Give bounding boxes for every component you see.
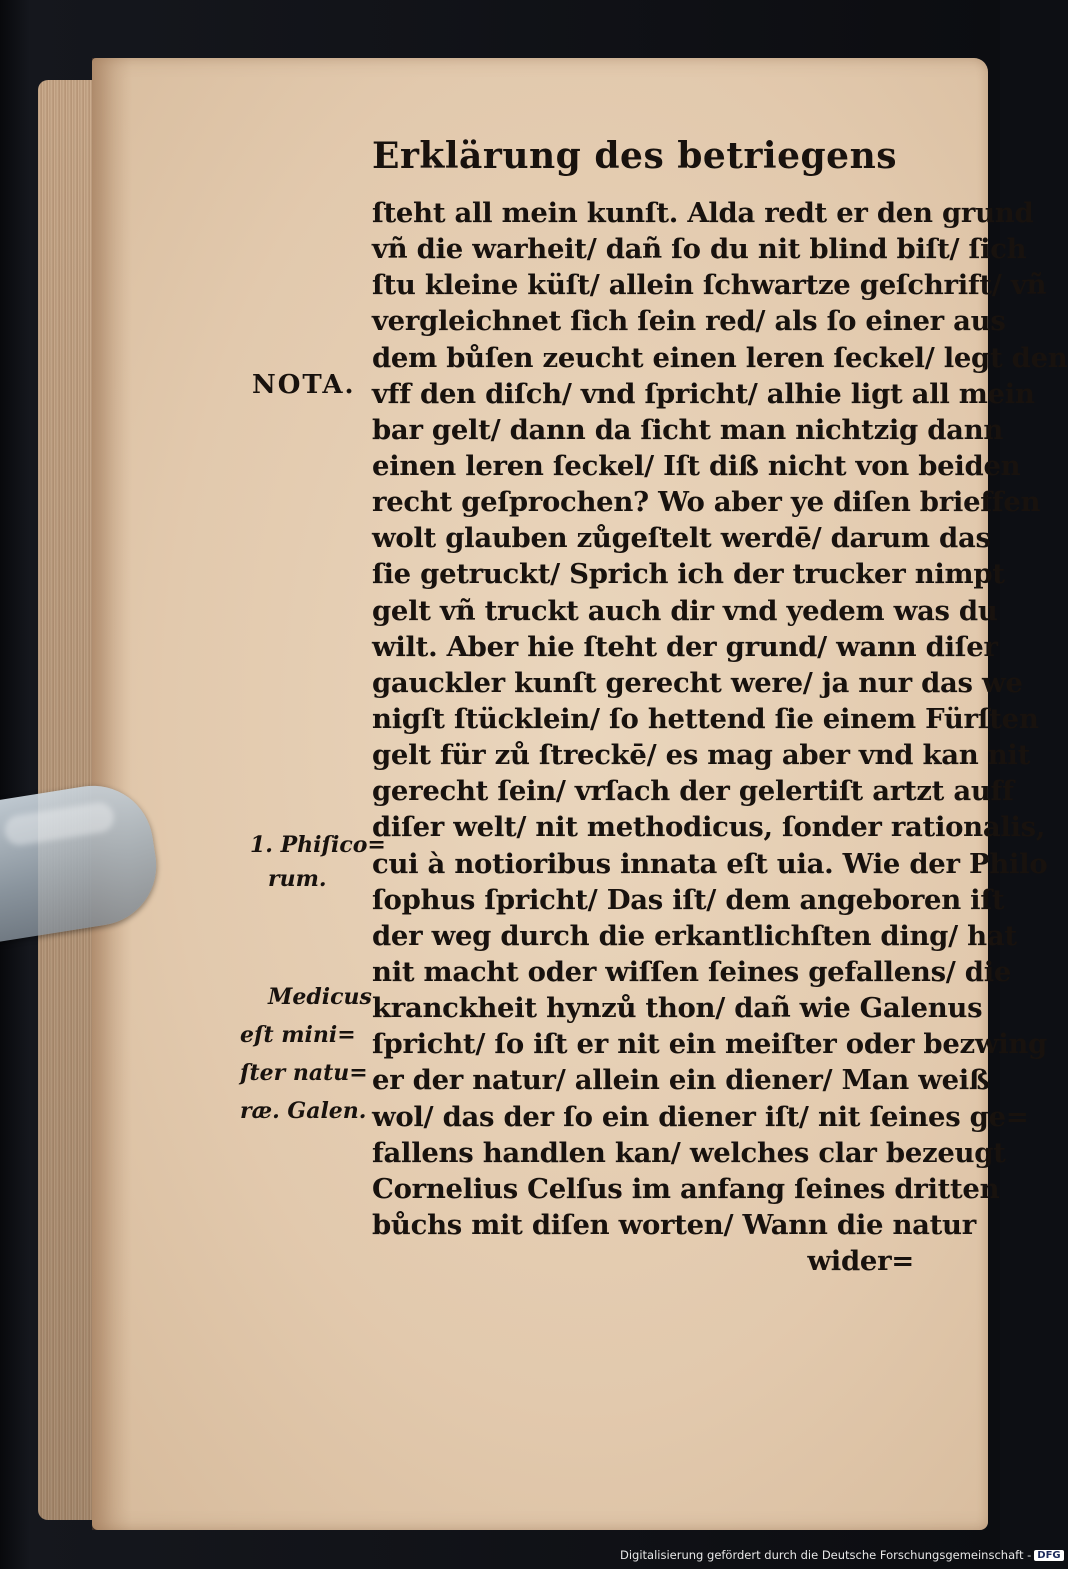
margin-note-physics-2: rum. [268, 866, 327, 892]
text-line: wol/ das der ſo ein diener iſt/ nit ſeines ge= [372, 1100, 1029, 1133]
text-line: ſpricht/ ſo iſt er nit ein meiſter oder bezwing [372, 1028, 1047, 1061]
text-line: cui à notioribus innata eſt uia. Wie der Philo [372, 847, 1048, 880]
catchword: wider= [807, 1245, 914, 1278]
margin-note-physics-1: 1. Phiſico= [250, 832, 386, 858]
text-line: vergleichnet ſich ſein red/ als ſo einer aus [372, 305, 1006, 338]
text-line: gerecht ſein/ vrſach der gelertiſt artzt auff [372, 775, 1014, 808]
running-header: Erklärung des betriegens [372, 135, 898, 177]
dfg-logo: DFG [1034, 1550, 1063, 1561]
text-line: wilt. Aber hie ſteht der grund/ wann diſer [372, 630, 998, 663]
text-line: nigſt ſtücklein/ ſo hettend ſie einem Fürſten [372, 702, 1039, 735]
text-line: einen leren ſeckel/ Iſt diß nicht von beiden [372, 449, 1021, 482]
text-line: dem bůſen zeucht einen leren ſeckel/ legt den [372, 341, 1068, 374]
margin-note-medicus-3: ſter natu= [240, 1060, 368, 1086]
footer-text: Digitalisierung gefördert durch die Deutsche Forschungsgemeinschaft - [620, 1548, 1032, 1562]
text-line: ſie getruckt/ Sprich ich der trucker nimpt [372, 558, 1005, 591]
text-line: nit macht oder wiſſen ſeines gefallens/ die [372, 955, 1012, 988]
digitization-footer [620, 1548, 1061, 1566]
text-line: gelt vñ truckt auch dir vnd yedem was du [372, 594, 998, 627]
text-line: Cornelius Celſus im anfang ſeines dritten [372, 1172, 1000, 1205]
text-line: er der natur/ allein ein diener/ Man weiß [372, 1064, 990, 1097]
text-line: vff den diſch/ vnd ſpricht/ alhie ligt all mein [372, 377, 1035, 410]
text-line: fallens handlen kan/ welches clar bezeugt [372, 1136, 1006, 1169]
body-text [372, 195, 1068, 1279]
text-line: ſteht all mein kunſt. Alda redt er den grund [372, 197, 1034, 229]
text-line: diſer welt/ nit methodicus, ſonder rationalis, [372, 811, 1046, 844]
text-line: ſtu kleine küſt/ allein ſchwartze geſchrift/ vñ [372, 269, 1047, 302]
margin-note-medicus-1: Medicus [268, 984, 372, 1010]
text-line: der weg durch die erkantlichſten ding/ hat [372, 919, 1017, 952]
text-line: kranckheit hynzů thon/ dañ wie Galenus [372, 992, 983, 1025]
margin-note-medicus-4: ræ. Galen. [240, 1098, 367, 1124]
text-line: gauckler kunſt gerecht were/ ja nur das we [372, 666, 1023, 699]
margin-note-nota: NOTA. [252, 370, 356, 400]
text-line: gelt für zů ſtreckē/ es mag aber vnd kan nit [372, 739, 1030, 772]
text-line: wolt glauben zůgeſtelt werdē/ darum das [372, 522, 991, 555]
text-line: bar gelt/ dann da ſicht man nichtzig dann [372, 413, 1004, 446]
text-line: recht geſprochen? Wo aber ye diſen brieffen [372, 486, 1041, 519]
text-line: vñ die warheit/ dañ ſo du nit blind biſt/ ſich [372, 233, 1027, 266]
margin-note-medicus-2: eſt mini= [240, 1022, 356, 1048]
text-line: ſophus ſpricht/ Das iſt/ dem angeboren iſt [372, 883, 1005, 916]
text-line: bůchs mit diſen worten/ Wann die natur [372, 1208, 976, 1241]
